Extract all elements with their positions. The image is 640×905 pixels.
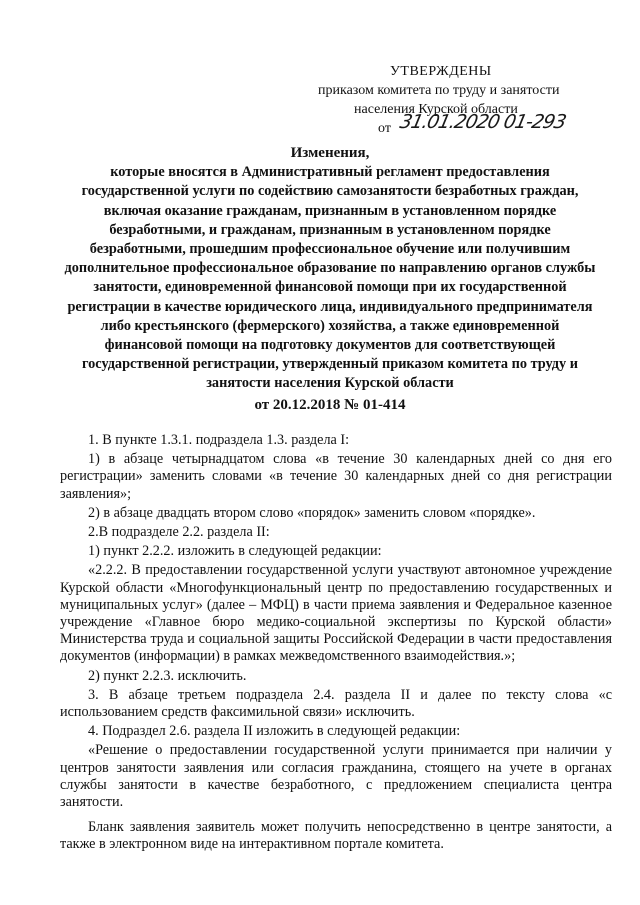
body-paragraph: 1) в абзаце четырнадцатом слова «в течение 30 календарных дней со дня его регистрации» заменить словами «в течение 30 календарных дней со дня регистрации заявления»; [60, 451, 612, 502]
handwritten-date-number: 31.01.2020 01-293 [397, 111, 568, 133]
approval-stamp-block [318, 62, 608, 139]
body-paragraph: 1) пункт 2.2.2. изложить в следующей редакции: [88, 543, 382, 560]
document-title-date: от 20.12.2018 № 01-414 [254, 396, 406, 413]
approval-heading: УТВЕРЖДЕНЫ [390, 64, 492, 79]
body-paragraph: Бланк заявления заявитель может получить непосредственно в центре занятости, а также в электронном виде на интерактивном портале комитета. [60, 819, 612, 853]
body-paragraph: 4. Подраздел 2.6. раздела II изложить в следующей редакции: [88, 723, 461, 740]
body-paragraph: 1. В пункте 1.3.1. подраздела 1.3. раздела I: [88, 432, 350, 448]
approval-line-1: приказом комитета по труду и занятости [318, 83, 560, 98]
document-title: Изменения, [290, 145, 370, 161]
approval-line-2: населения Курской области [354, 102, 518, 117]
body-paragraph: 2) пункт 2.2.3. исключить. [88, 667, 247, 684]
document-title-block [60, 144, 600, 415]
body-paragraph: «Решение о предоставлении государственной услуги принимается при наличии у центров занятости заявления или согласия гражданина, стоящего на учете в органах службы занятости в качестве безработного, с предложением специалиста центра занятости. [60, 742, 612, 811]
body-paragraph: 3. В абзаце третьем подраздела 2.4. раздела II и далее по тексту слова «с использованием средств факсимильной связи» исключить. [60, 686, 612, 721]
body-paragraph: 2) в абзаце двадцать втором слово «порядок» заменить словом «порядке». [88, 504, 536, 521]
body-paragraph: 2.В подразделе 2.2. раздела II: [88, 524, 270, 541]
approval-date-prefix: от [378, 121, 391, 136]
document-subtitle: которые вносятся в Административный регламент предоставления государственной услуги по содействию самозанятости безработных граждан, включая оказание гражданам, признанным в установленном порядке безработными, и гражданам, признанным в установленном порядке безработными, прошедшим профессиональное обучение или получившим дополнительное профессиональное образование по направлению органов службы занятости, единовременной финансовой помощи при их государственной регистрации в качестве юридического лица, индивидуального предпринимателя либо крестьянского (фермерского) хозяйства, а также единовременной финансовой помощи на подготовку документов для соответствующей государственной регистрации, утвержденный приказом комитета по труду и занятости населения Курской области [64, 164, 596, 392]
document-body [60, 432, 612, 856]
body-paragraph: «2.2.2. В предоставлении государственной услуги участвуют автономное учреждение Курской области «Многофункциональный центр по предоставлению государственных и муниципальных услуг» (далее – МФЦ) в части приема заявления и Федеральное казенное учреждение «Главное бюро медико-социальной экспертизы по Курской области» Министерства труда и социальной защиты Российской Федерации в части предоставления документов (информации) в рамках межведомственного взаимодействия.»; [60, 562, 612, 665]
approval-date-row [318, 111, 608, 139]
